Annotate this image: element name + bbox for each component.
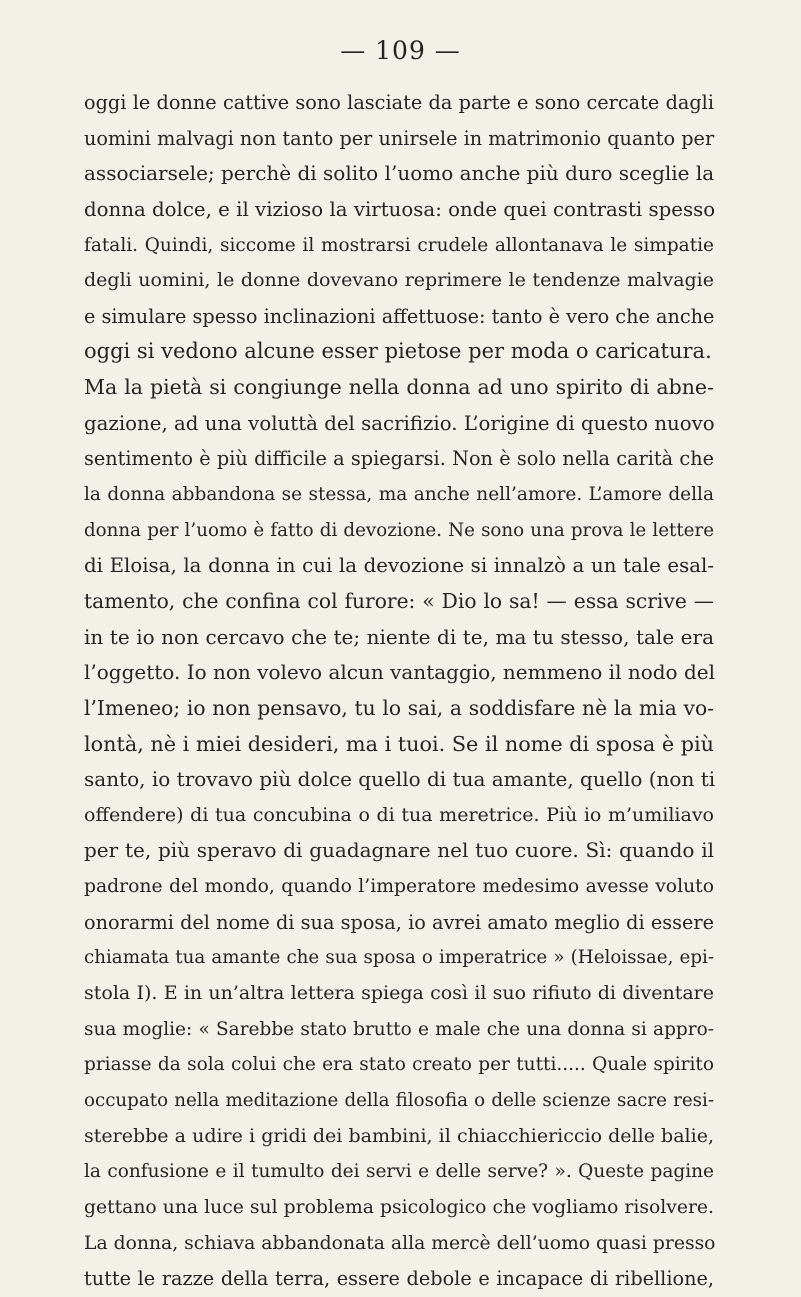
text-line: occupato nella meditazione della filosofia o delle scienze sacre resi- [84,1089,714,1111]
text-line: uomini malvagi non tanto per unirsele in matrimonio quanto per [84,126,715,150]
text-line: di Eloisa, la donna in cui la devozione si innalzò a un tale esal- [84,554,714,578]
text-line: padrone del mondo, quando l’imperatore medesimo avesse voluto [84,876,714,898]
text-line: e simulare spesso inclinazioni affettuose: tanto è vero che anche [84,304,715,328]
text-line: oggi le donne cattive sono lasciate da parte e sono cercate dagli [84,91,714,114]
text-line: l’oggetto. Io non volevo alcun vantaggio, nemmeno il nodo del [84,660,715,685]
text-line: chiamata tua amante che sua sposa o imperatrice » (Heloissae, epi- [84,947,714,969]
text-line: sua moglie: « Sarebbe stato brutto e male che una donna si appro- [84,1018,714,1040]
text-line: per te, più speravo di guadagnare nel tuo cuore. Sì: quando il [84,838,714,863]
text-line: gazione, ad una voluttà del sacrifizio. L’origine di questo nuovo [84,411,715,435]
text-line: La donna, schiava abbandonata alla mercè dell’uomo quasi presso [84,1232,716,1254]
text-line: sentimento è più difficile a spiegarsi. Non è solo nella carità che [84,447,714,471]
page-number: — 109 — [340,36,461,65]
text-line: santo, io trovavo più dolce quello di tua amante, quello (non ti [84,767,716,792]
text-line: fatali. Quindi, siccome il mostrarsi crudele allontanava le simpatie [84,234,714,256]
text-line: lontà, nè i miei desideri, ma i tuoi. Se il nome di sposa è più [84,731,714,756]
text-line: stola I). E in un’altra lettera spiega così il suo rifiuto di diventare [84,982,714,1005]
body-text [84,85,714,1297]
text-line: tamento, che confina col furore: « Dio lo sa! — essa scrive — [84,588,714,613]
text-line: in te io non cercavo che te; niente di te, ma tu stesso, tale era [84,624,714,649]
text-line: degli uomini, le donne dovevano reprimere le tendenze malvagie [84,269,714,292]
text-line: la donna abbandona se stessa, ma anche nell’amore. L’amore della [84,484,714,506]
text-line: oggi si vedono alcune esser pietose per moda o caricatura. [84,339,712,364]
text-line: donna per l’uomo è fatto di devozione. Ne sono una prova le lettere [84,519,714,541]
text-line: onorarmi del nome di sua sposa, io avrei amato meglio di essere [84,910,714,934]
text-line: sterebbe a udire i gridi dei bambini, il chiacchiericcio delle balie, [84,1124,714,1147]
text-line: associarsele; perchè di solito l’uomo anche più duro sceglie la [84,161,715,186]
text-line: priasse da sola colui che era stato creato per tutti..... Quale spirito [84,1054,714,1076]
text-line: la confusione e il tumulto dei servi e delle serve? ». Queste pagine [84,1161,714,1183]
text-line: offendere) di tua concubina o di tua meretrice. Più io m’umiliavo [84,803,714,826]
text-line: l’Imeneo; io non pensavo, tu lo sai, a soddisfare nè la mia vo- [84,695,714,720]
text-line: gettano una luce sul problema psicologico che vogliamo risolvere. [84,1196,714,1218]
text-line: tutte le razze della terra, essere debole e incapace di ribellione, [84,1267,714,1291]
text-line: donna dolce, e il vizioso la virtuosa: onde quei contrasti spesso [84,197,716,221]
text-line: Ma la pietà si congiunge nella donna ad uno spirito di abne- [84,375,714,400]
